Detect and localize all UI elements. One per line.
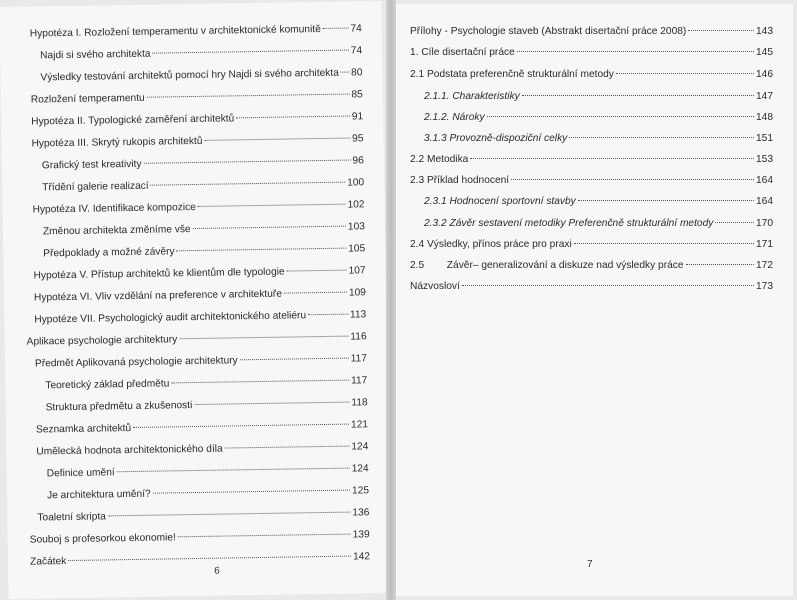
dot-leader	[284, 292, 347, 294]
toc-entry: Struktura předmětu a zkušenosti 118	[45, 397, 368, 414]
toc-entry: Třídění galerie realizací 100	[42, 177, 365, 194]
dot-leader	[287, 270, 347, 272]
left-table-of-contents	[0, 1, 381, 568]
toc-entry: 2.3.2 Závěr sestavení metodiky Preferenčně strukturální metody 170	[424, 218, 773, 229]
dot-leader	[487, 116, 754, 117]
toc-entry: Umělecká hodnota architektonického díla 124	[36, 441, 369, 458]
toc-entry: Je architektura umění? 125	[46, 485, 370, 502]
dot-leader	[108, 512, 350, 517]
toc-entry: Hypotéza IV. Identifikace kompozice 102	[32, 199, 365, 216]
page-number: 6	[214, 565, 220, 577]
dot-leader	[151, 182, 346, 186]
toc-entry: Souboj s profesorkou ekonomie! 139	[29, 529, 370, 546]
dot-leader	[177, 248, 347, 252]
toc-entry: 2.2 Metodika 153	[410, 154, 773, 165]
dot-leader	[323, 28, 349, 29]
toc-entry: Názvosloví 173	[410, 281, 773, 292]
toc-entry: Změnou architekta změníme vše 103	[42, 221, 365, 238]
left-page	[0, 1, 391, 599]
dot-leader	[462, 285, 754, 286]
dot-leader	[198, 204, 346, 207]
dot-leader	[68, 556, 351, 561]
dot-leader	[236, 116, 350, 119]
dot-leader	[171, 380, 349, 384]
dot-leader	[517, 51, 754, 52]
toc-entry: Definice umění 124	[46, 463, 369, 480]
toc-entry: Předpoklady a možné závěry 105	[43, 243, 366, 260]
toc-entry: Výsledky testování architektů pomocí hry Najdi si svého architekta 80	[40, 67, 363, 84]
dot-leader	[240, 358, 349, 361]
toc-entry: Hypotéza VI. Vliv vzdělání na preference v architektuře 109	[33, 287, 366, 304]
toc-entry: 2.3.1 Hodnocení sportovní stavby 164	[424, 196, 773, 207]
dot-leader	[574, 243, 754, 244]
toc-entry: Přílohy - Psychologie staveb (Abstrakt disertační práce 2008) 143	[410, 26, 773, 37]
toc-entry: 2.3 Příklad hodnocení 164	[410, 175, 773, 186]
dot-leader	[133, 424, 349, 428]
toc-entry: Aplikace psychologie architektury 116	[26, 331, 367, 348]
dot-leader	[179, 336, 348, 340]
toc-entry: 2.1.1. Charakteristiky 147	[424, 91, 773, 102]
dot-leader	[688, 30, 754, 31]
toc-entry: 2.4 Výsledky, přínos práce pro praxi 171	[410, 239, 773, 250]
toc-entry: Hypotéza V. Přístup architektů ke klientům dle typologie 107	[33, 265, 366, 282]
dot-leader	[578, 200, 754, 201]
toc-entry: 3.1.3 Provozně-dispoziční celky 151	[424, 133, 773, 144]
toc-entry: 2.5 Závěr– generalizování a diskuze nad výsledky práce 172	[410, 260, 773, 271]
dot-leader	[204, 138, 350, 141]
dot-leader	[153, 490, 350, 494]
dot-leader	[715, 222, 754, 223]
toc-entry: Hypotéze VII. Psychologický audit architektonického ateliéru 113	[34, 309, 367, 326]
toc-entry: Rozložení temperamentu 85	[30, 89, 363, 106]
toc-entry: Hypotéza II. Typologické zaměření architektů 91	[31, 111, 364, 128]
toc-entry: Toaletní skripta 136	[37, 507, 370, 524]
toc-entry: Seznamka architektů 121	[35, 419, 369, 436]
toc-entry: Grafický test kreativity 96	[41, 155, 364, 172]
dot-leader	[686, 264, 754, 265]
toc-entry: Teoretický základ předmětu 117	[45, 375, 368, 392]
toc-entry: 1. Cíle disertační práce 145	[410, 47, 773, 58]
toc-entry: 2.1.2. Nároky 148	[424, 112, 773, 123]
dot-leader	[511, 179, 754, 180]
dot-leader	[341, 72, 349, 73]
toc-entry: Začátek 142	[30, 551, 371, 568]
page-number: 7	[587, 559, 593, 570]
toc-entry: 2.1 Podstata preferenčně strukturální metody 146	[410, 69, 773, 80]
dot-leader	[153, 50, 349, 54]
dot-leader	[147, 94, 350, 98]
dot-leader	[143, 160, 350, 164]
dot-leader	[616, 73, 754, 74]
dot-leader	[522, 95, 754, 96]
dot-leader	[569, 137, 754, 138]
dot-leader	[117, 468, 350, 473]
toc-entry: Hypotéza I. Rozložení temperamentu v architektonické komunitě 74	[29, 23, 362, 40]
dot-leader	[194, 402, 349, 405]
dot-leader	[470, 158, 754, 159]
right-page	[396, 4, 793, 596]
toc-entry: Předmět Aplikovaná psychologie architektury 117	[34, 353, 368, 370]
dot-leader	[308, 314, 348, 316]
dot-leader	[225, 446, 350, 449]
toc-entry: Hypotéza III. Skrytý rukopis architektů 95	[31, 133, 364, 150]
book-gutter	[386, 0, 396, 600]
toc-entry: Najdi si svého architekta 74	[40, 45, 363, 62]
dot-leader	[193, 226, 346, 229]
dot-leader	[178, 534, 351, 538]
